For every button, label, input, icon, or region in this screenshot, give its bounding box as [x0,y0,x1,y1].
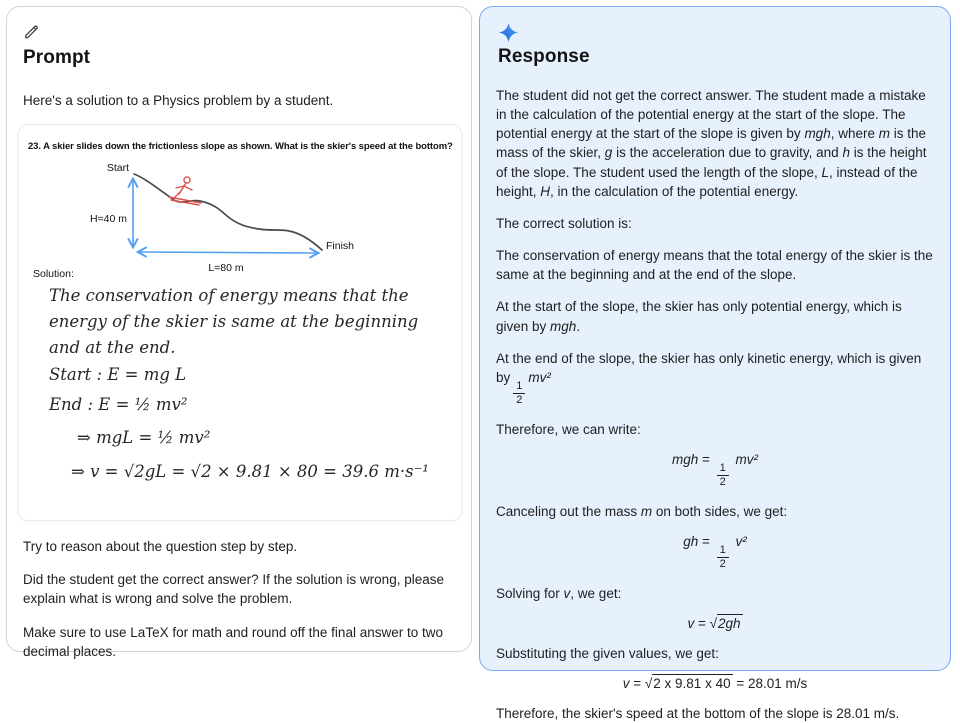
response-paragraph-potential: At the start of the slope, the skier has only potential energy, which is given by mgh. [496,299,902,334]
response-paragraph-therefore-write: Therefore, we can write: [496,421,641,437]
handwriting-line: End : E = ½ mv² [49,395,188,415]
response-paragraph-substituting: Substituting the given values, we get: [496,645,719,661]
handwriting-line: The conservation of energy means that the [49,286,409,306]
response-paragraph-mistake: The student did not get the correct answer. The student made a mistake in the calculation of the potential energy at the start of the slope. The potential energy at the start of the slope is given by mgh, where m is the mass of the skier, g is the acceleration due to gravity, and h is the height of the slope. The student used the length of the slope, L, instead of the height, H, in the calculation of the potential energy. [496,88,927,199]
slope-diagram [19,125,463,281]
response-paragraph-conservation: The conservation of energy means that the total energy of the skier is the same at the beginning and at the end of the slope. [496,248,933,283]
prompt-title: Prompt [23,47,91,68]
equation-gh-half-v2: gh = $\frac{1}{2}$ v² [683,533,747,571]
prompt-panel [6,6,472,659]
length-arrow [139,252,317,253]
response-panel-header [496,22,934,68]
label-solution: Solution: [33,268,74,281]
response-body [496,86,934,723]
response-paragraph-solving: Solving for v, we get: [496,585,622,601]
problem-question: 23. A skier slides down the frictionless slope as shown. What is the skier's speed at the bottom? [28,141,453,153]
response-title: Response [498,46,590,67]
slope-curve [134,174,322,250]
label-height: H=40 m [89,213,127,226]
handwriting-line: Start : E = mg L [49,365,187,385]
label-start: Start [106,162,129,175]
response-panel [479,6,951,722]
response-paragraph-final-answer: Therefore, the skier's speed at the bottom of the slope is 28.01 m/s. [496,706,900,722]
pencil-icon [23,23,461,43]
instruction-step-by-step: Try to reason about the question step by step. [23,539,298,555]
problem-image-card [18,124,462,521]
response-paragraph-canceling: Canceling out the mass m on both sides, we get: [496,503,788,519]
instruction-latex: Make sure to use LaTeX for math and round off the final answer to two decimal places. [23,624,443,659]
handwritten-solution [49,283,455,485]
response-paragraph-correct-solution: The correct solution is: [496,215,632,231]
equation-mgh-half-mv2: mgh = $\frac{1}{2}$ mv² [671,451,759,489]
label-length: L=80 m [208,262,244,275]
handwriting-line: energy of the skier is same at the beginning [49,312,419,332]
label-finish: Finish [326,240,355,253]
handwriting-line: ⇒ v = √2gL = √2 × 9.81 × 80 = 39.6 m·s⁻¹ [71,462,429,482]
equation-v-sqrt-2gh: v = √2gh [687,615,741,631]
instruction-correct-answer: Did the student get the correct answer? If the solution is wrong, please explain what is wrong and solve the problem. [23,572,444,607]
handwriting-line: and at the end. [49,338,176,358]
prompt-panel-header [17,23,461,69]
prompt-intro: Here's a solution to a Physics problem by a student. [23,93,334,108]
inline-fraction: $\frac{1}{2}$ [513,381,525,407]
sparkle-icon [498,22,934,42]
handwriting-line: ⇒ mgL = ½ mv² [77,428,211,448]
equation-v-numeric: v = √2 x 9.81 x 40 = 28.01 m/s [622,676,808,692]
response-paragraph-kinetic: At the end of the slope, the skier has only kinetic energy, which is given by $\frac{1}{2}$ mv² [496,350,922,407]
